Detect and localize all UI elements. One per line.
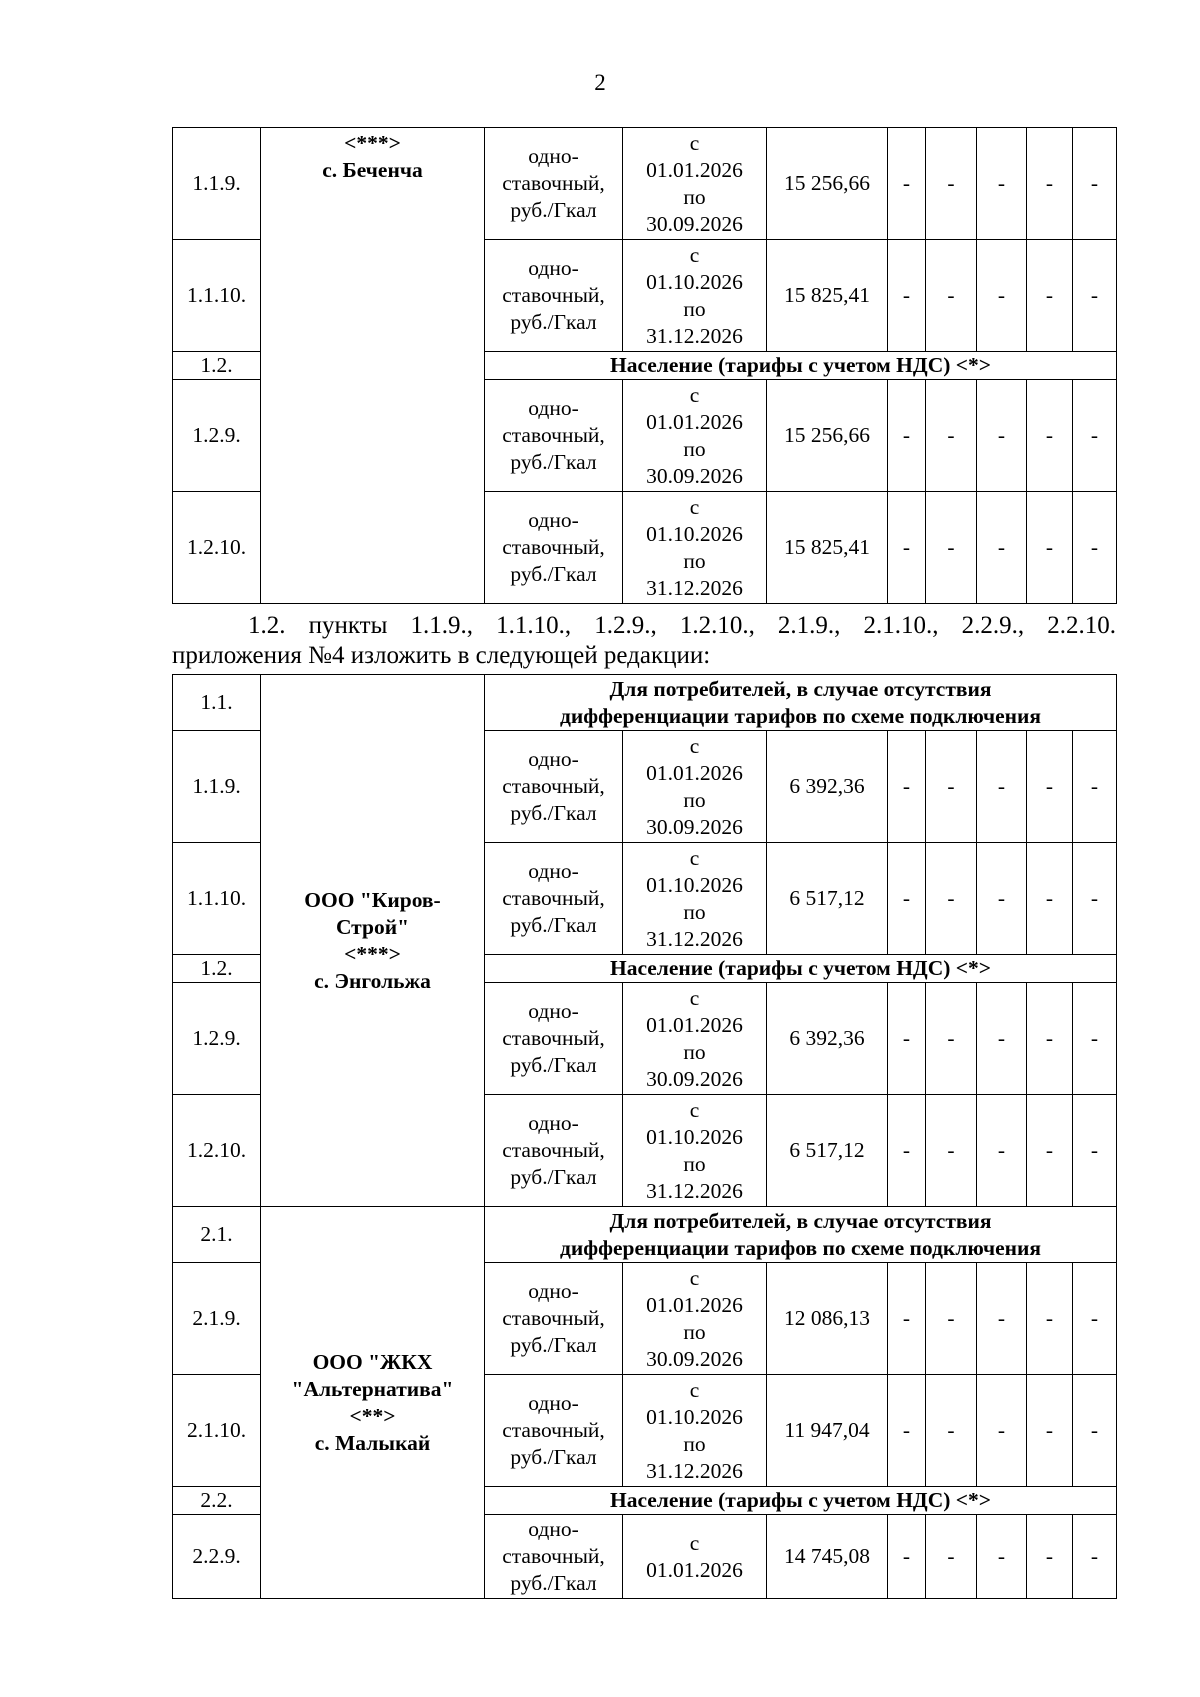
tariff-value: 6 517,12 xyxy=(767,843,888,955)
tariff-period: с 01.10.2026 по 31.12.2026 xyxy=(623,1375,767,1487)
dash-cell: - xyxy=(1073,128,1117,240)
dash-cell: - xyxy=(977,492,1027,604)
dash-cell: - xyxy=(977,843,1027,955)
dash-cell: - xyxy=(1027,1263,1073,1375)
dash-cell: - xyxy=(926,1515,977,1599)
dash-cell: - xyxy=(1027,240,1073,352)
dash-cell: - xyxy=(1073,492,1117,604)
dash-cell: - xyxy=(1073,1263,1117,1375)
row-number: 1.2.10. xyxy=(173,492,261,604)
dash-cell: - xyxy=(977,983,1027,1095)
dash-cell: - xyxy=(1073,1095,1117,1207)
dash-cell: - xyxy=(888,492,926,604)
dash-cell: - xyxy=(1027,492,1073,604)
dash-cell: - xyxy=(1027,1095,1073,1207)
tariff-value: 14 745,08 xyxy=(767,1515,888,1599)
dash-cell: - xyxy=(1027,983,1073,1095)
tariff-period: с 01.01.2026 по 30.09.2026 xyxy=(623,128,767,240)
tariff-value: 12 086,13 xyxy=(767,1263,888,1375)
row-number: 1.1.9. xyxy=(173,128,261,240)
dash-cell: - xyxy=(977,1263,1027,1375)
dash-cell: - xyxy=(926,380,977,492)
tariff-table-continuation xyxy=(172,127,1117,604)
tariff-period: с 01.10.2026 по 31.12.2026 xyxy=(623,492,767,604)
dash-cell: - xyxy=(1073,731,1117,843)
tariff-period: с 01.10.2026 по 31.12.2026 xyxy=(623,1095,767,1207)
tariff-period: с 01.01.2026 по 30.09.2026 xyxy=(623,380,767,492)
dash-cell: - xyxy=(1073,843,1117,955)
tariff-period: с 01.01.2026 по 30.09.2026 xyxy=(623,1263,767,1375)
tariff-type: одно- ставочный, руб./Гкал xyxy=(485,1375,623,1487)
dash-cell: - xyxy=(1027,731,1073,843)
page-number: 2 xyxy=(594,70,606,95)
dash-cell: - xyxy=(888,731,926,843)
dash-cell: - xyxy=(926,492,977,604)
section-header: Население (тарифы с учетом НДС) <*> xyxy=(485,955,1117,983)
tariff-value: 15 256,66 xyxy=(767,128,888,240)
tariff-value: 15 825,41 xyxy=(767,492,888,604)
section-header: Население (тарифы с учетом НДС) <*> xyxy=(485,1487,1117,1515)
row-number: 2.1.10. xyxy=(173,1375,261,1487)
section-number: 1.2. xyxy=(173,955,261,983)
organization-name: ООО "ЖКХ "Альтернатива" <**> с. Малыкай xyxy=(261,1207,485,1599)
dash-cell: - xyxy=(926,1375,977,1487)
dash-cell: - xyxy=(888,983,926,1095)
dash-cell: - xyxy=(888,128,926,240)
row-number: 1.2.10. xyxy=(173,1095,261,1207)
dash-cell: - xyxy=(926,843,977,955)
dash-cell: - xyxy=(926,1095,977,1207)
row-number: 2.2.9. xyxy=(173,1515,261,1599)
dash-cell: - xyxy=(1027,1375,1073,1487)
tariff-type: одно- ставочный, руб./Гкал xyxy=(485,1515,623,1599)
dash-cell: - xyxy=(1073,1375,1117,1487)
dash-cell: - xyxy=(977,1375,1027,1487)
section-header: Население (тарифы с учетом НДС) <*> xyxy=(485,352,1117,380)
dash-cell: - xyxy=(1073,983,1117,1095)
row-number: 1.1.10. xyxy=(173,240,261,352)
tariff-table-appendix-4 xyxy=(172,674,1117,1599)
dash-cell: - xyxy=(888,1515,926,1599)
organization-name: ООО "Киров- Строй" <***> с. Энгольжа xyxy=(261,675,485,1207)
dash-cell: - xyxy=(1027,1515,1073,1599)
section-header: Для потребителей, в случае отсутствия дифференциации тарифов по схеме подключения xyxy=(485,675,1117,731)
dash-cell: - xyxy=(977,240,1027,352)
section-number: 2.2. xyxy=(173,1487,261,1515)
tariff-type: одно- ставочный, руб./Гкал xyxy=(485,380,623,492)
row-number: 1.1.9. xyxy=(173,731,261,843)
dash-cell: - xyxy=(926,983,977,1095)
tariff-period: с 01.10.2026 по 31.12.2026 xyxy=(623,843,767,955)
row-number: 1.1.10. xyxy=(173,843,261,955)
tariff-type: одно- ставочный, руб./Гкал xyxy=(485,240,623,352)
row-number: 2.1.9. xyxy=(173,1263,261,1375)
tariff-type: одно- ставочный, руб./Гкал xyxy=(485,492,623,604)
tariff-period: с 01.10.2026 по 31.12.2026 xyxy=(623,240,767,352)
dash-cell: - xyxy=(888,1095,926,1207)
tariff-type: одно- ставочный, руб./Гкал xyxy=(485,1263,623,1375)
tariff-type: одно- ставочный, руб./Гкал xyxy=(485,128,623,240)
tariff-type: одно- ставочный, руб./Гкал xyxy=(485,983,623,1095)
section-number: 1.1. xyxy=(173,675,261,731)
dash-cell: - xyxy=(926,240,977,352)
dash-cell: - xyxy=(977,1095,1027,1207)
paragraph-line-1: 1.2. пункты 1.1.9., 1.1.10., 1.2.9., 1.2.10., 2.1.9., 2.1.10., 2.2.9., 2.2.10. xyxy=(248,612,1116,639)
tariff-value: 15 825,41 xyxy=(767,240,888,352)
dash-cell: - xyxy=(888,1375,926,1487)
tariff-period: с 01.01.2026 по 30.09.2026 xyxy=(623,983,767,1095)
tariff-value: 6 392,36 xyxy=(767,731,888,843)
row-number: 1.2.9. xyxy=(173,380,261,492)
section-header: Для потребителей, в случае отсутствия дифференциации тарифов по схеме подключения xyxy=(485,1207,1117,1263)
dash-cell: - xyxy=(888,240,926,352)
tariff-period: с 01.01.2026 xyxy=(623,1515,767,1599)
organization-name: <***> с. Беченча xyxy=(261,128,485,604)
dash-cell: - xyxy=(977,731,1027,843)
dash-cell: - xyxy=(1027,843,1073,955)
paragraph-line-2: приложения №4 изложить в следующей редакции: xyxy=(172,642,711,669)
dash-cell: - xyxy=(1027,128,1073,240)
tariff-value: 6 517,12 xyxy=(767,1095,888,1207)
dash-cell: - xyxy=(926,731,977,843)
dash-cell: - xyxy=(977,1515,1027,1599)
tariff-value: 6 392,36 xyxy=(767,983,888,1095)
dash-cell: - xyxy=(1073,1515,1117,1599)
dash-cell: - xyxy=(1073,380,1117,492)
dash-cell: - xyxy=(888,843,926,955)
dash-cell: - xyxy=(926,1263,977,1375)
section-number: 2.1. xyxy=(173,1207,261,1263)
dash-cell: - xyxy=(1027,380,1073,492)
dash-cell: - xyxy=(977,128,1027,240)
tariff-value: 15 256,66 xyxy=(767,380,888,492)
dash-cell: - xyxy=(888,380,926,492)
dash-cell: - xyxy=(926,128,977,240)
dash-cell: - xyxy=(977,380,1027,492)
tariff-type: одно- ставочный, руб./Гкал xyxy=(485,843,623,955)
section-number: 1.2. xyxy=(173,352,261,380)
row-number: 1.2.9. xyxy=(173,983,261,1095)
tariff-period: с 01.01.2026 по 30.09.2026 xyxy=(623,731,767,843)
tariff-type: одно- ставочный, руб./Гкал xyxy=(485,1095,623,1207)
tariff-type: одно- ставочный, руб./Гкал xyxy=(485,731,623,843)
tariff-value: 11 947,04 xyxy=(767,1375,888,1487)
dash-cell: - xyxy=(888,1263,926,1375)
amendment-paragraph xyxy=(172,611,1116,671)
dash-cell: - xyxy=(1073,240,1117,352)
